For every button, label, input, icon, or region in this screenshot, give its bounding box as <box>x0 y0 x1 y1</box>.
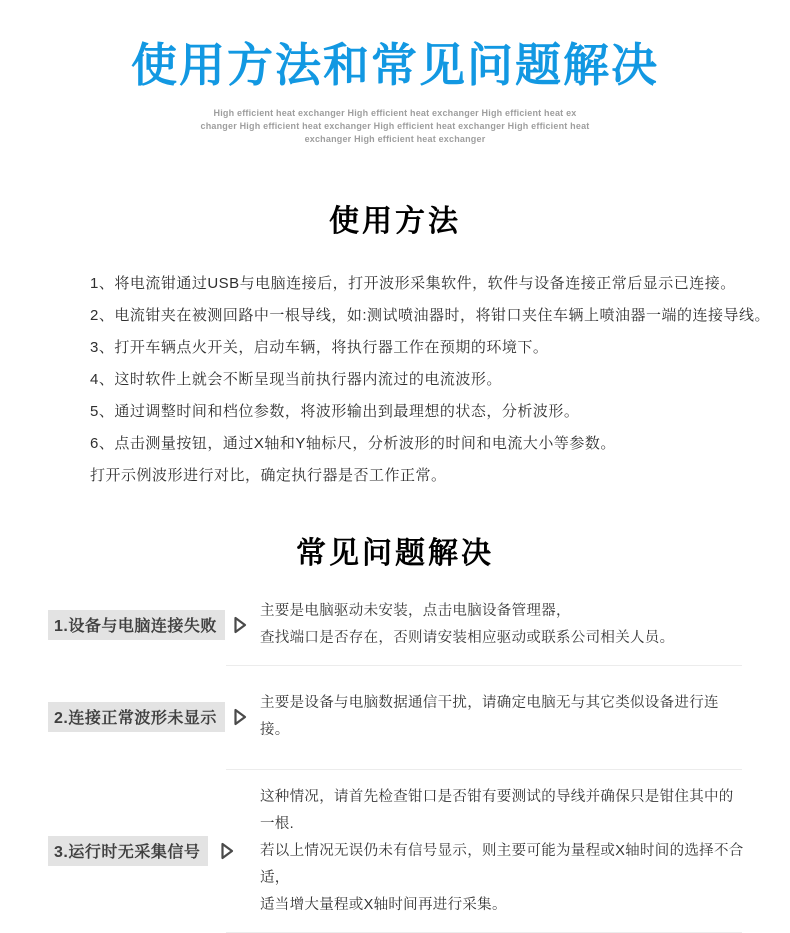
faq-item <box>48 598 745 652</box>
watermark-line: changer High efficient heat exchanger High efficient heat exchanger High efficient heat <box>200 120 590 131</box>
faq-label: 1.设备与电脑连接失败 <box>48 610 225 640</box>
usage-step: 6、点击测量按钮，通过X轴和Y轴标尺，分析波形的时间和电流大小等参数。 <box>90 434 616 452</box>
faq-answer-line: 主要是设备与电脑数据通信干扰，请确定电脑无与其它类似设备进行连接。 <box>260 694 719 738</box>
faq-divider <box>226 932 742 933</box>
usage-step: 4、这时软件上就会不断呈现当前执行器内流过的电流波形。 <box>90 370 502 388</box>
faq-label: 2.连接正常波形未显示 <box>48 702 225 732</box>
watermark-line: High efficient heat exchanger High efficient heat exchanger High efficient heat ex <box>213 107 577 118</box>
watermark-line: exchanger High efficient heat exchanger <box>304 133 486 144</box>
faq-divider <box>226 665 742 666</box>
usage-steps <box>90 268 771 492</box>
faq-answer <box>260 598 745 652</box>
page-title: 使用方法和常见问题解决 <box>131 39 659 91</box>
faq-answer <box>260 690 745 744</box>
faq-label-group <box>48 836 234 866</box>
usage-heading: 使用方法 <box>329 204 461 238</box>
usage-step: 5、通过调整时间和档位参数，将波形输出到最理想的状态，分析波形。 <box>90 402 580 420</box>
watermark <box>0 107 790 146</box>
arrow-right-icon <box>220 842 234 860</box>
arrow-right-icon <box>233 616 247 634</box>
faq-answer-line: 若以上情况无误仍未有信号显示，则主要可能为量程或X轴时间的选择不合适， <box>260 842 744 886</box>
faq-heading: 常见问题解决 <box>296 536 494 570</box>
faq-label-group <box>48 610 234 640</box>
usage-step: 1、将电流钳通过USB与电脑连接后，打开波形采集软件，软件与设备连接正常后显示已连接。 <box>90 274 736 292</box>
faq-label: 3.运行时无采集信号 <box>48 836 208 866</box>
faq-divider <box>226 769 742 770</box>
faq-list <box>0 598 790 933</box>
faq-item <box>48 690 745 744</box>
usage-step: 3、打开车辆点火开关，启动车辆，将执行器工作在预期的环境下。 <box>90 338 549 356</box>
usage-step: 2、电流钳夹在被测回路中一根导线，如:测试喷油器时，将钳口夹住车辆上喷油器一端的连接导线。 <box>90 306 771 324</box>
faq-answer <box>260 784 745 919</box>
faq-label-group <box>48 702 234 732</box>
usage-step: 打开示例波形进行对比，确定执行器是否工作正常。 <box>90 466 447 484</box>
faq-answer-line: 这种情况，请首先检查钳口是否钳有要测试的导线并确保只是钳住其中的一根. <box>260 788 734 832</box>
faq-answer-line: 主要是电脑驱动未安装，点击电脑设备管理器， <box>260 602 571 619</box>
arrow-right-icon <box>233 708 247 726</box>
faq-answer-line: 适当增大量程或X轴时间再进行采集。 <box>260 896 507 913</box>
faq-item <box>48 784 745 919</box>
faq-answer-line: 查找端口是否存在，否则请安装相应驱动或联系公司相关人员。 <box>260 629 675 646</box>
